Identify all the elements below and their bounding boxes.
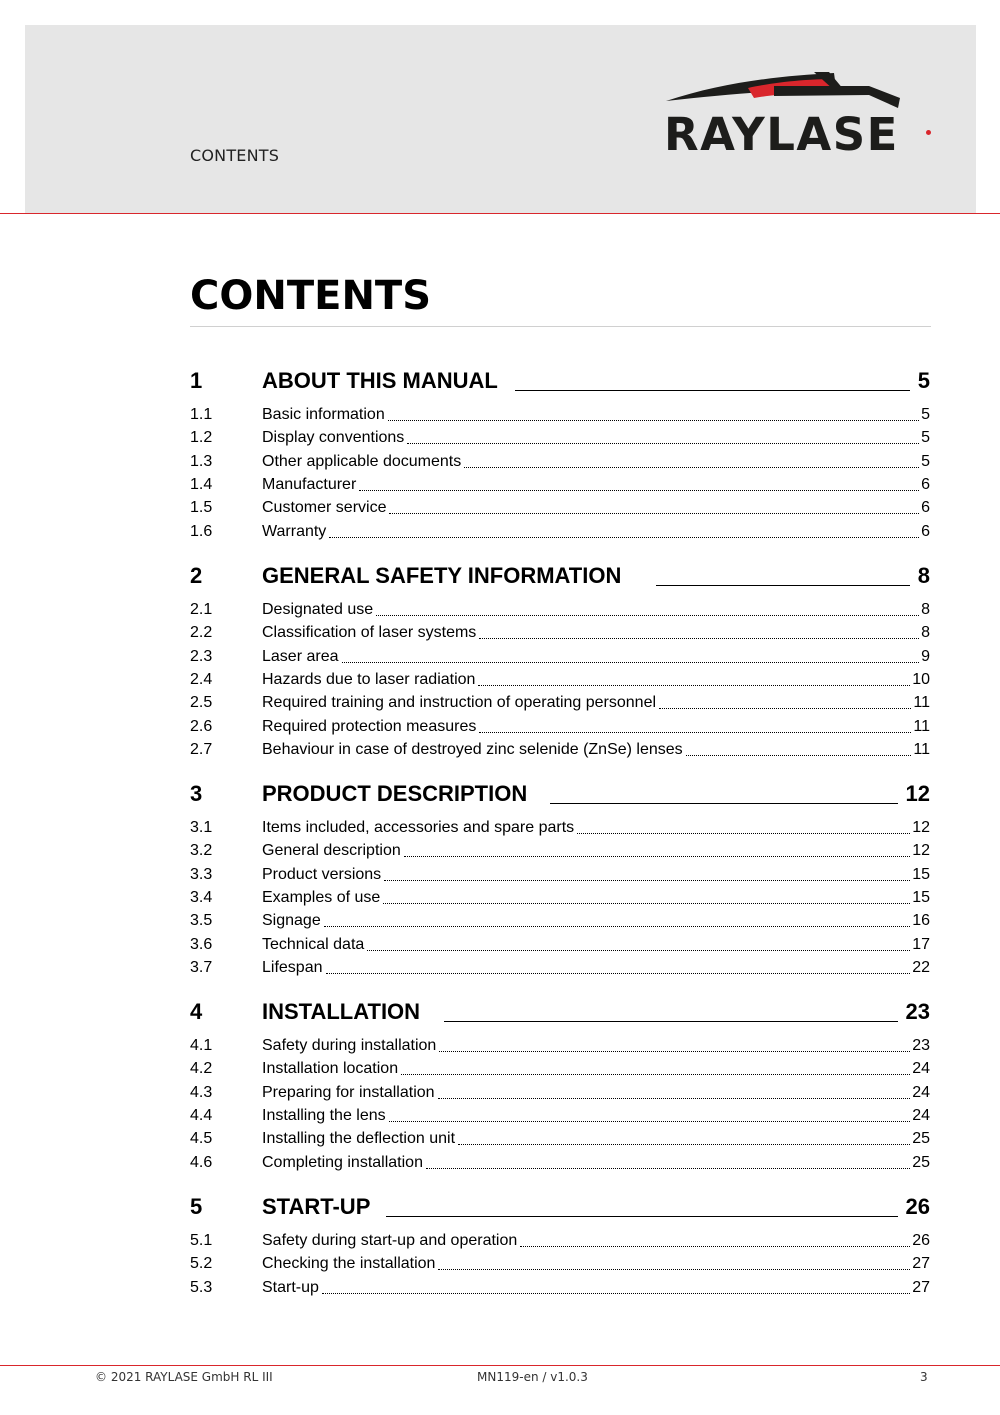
entry-number: 4.5 <box>190 1130 213 1147</box>
section-page: 26 <box>905 1194 930 1219</box>
entry-leader <box>439 1051 910 1052</box>
entry-leader <box>659 708 911 709</box>
entry-leader <box>479 638 919 639</box>
section-number: 3 <box>190 781 203 806</box>
footer-page-number: 3 <box>920 1370 928 1384</box>
footer-copyright: © 2021 RAYLASE GmbH RL III <box>95 1370 273 1384</box>
toc-entry[interactable] <box>190 1277 930 1299</box>
entry-title: Safety during start-up and operation <box>262 1232 518 1249</box>
entry-leader <box>376 615 919 616</box>
entry-leader <box>322 1293 910 1294</box>
section-number: 4 <box>190 999 203 1024</box>
toc-entry[interactable] <box>190 910 930 932</box>
entry-page: 5 <box>921 429 930 446</box>
section-number: 2 <box>190 563 203 588</box>
entry-title: General description <box>262 842 401 859</box>
entry-number: 4.6 <box>190 1154 213 1171</box>
footer-doc-id: MN119-en / v1.0.3 <box>477 1370 588 1384</box>
toc-entry[interactable] <box>190 669 930 691</box>
toc-entry[interactable] <box>190 451 930 473</box>
entry-leader <box>577 833 910 834</box>
entry-page: 6 <box>921 476 930 493</box>
entry-page: 11 <box>913 694 930 711</box>
section-title: INSTALLATION <box>262 999 421 1024</box>
entry-title: Checking the installation <box>262 1255 436 1272</box>
entry-leader <box>329 537 919 538</box>
entry-page: 11 <box>913 741 930 758</box>
entry-leader <box>438 1098 911 1099</box>
toc-entry[interactable] <box>190 934 930 956</box>
entry-number: 2.3 <box>190 648 213 665</box>
entry-leader <box>479 732 911 733</box>
entry-title: Behaviour in case of destroyed zinc selenide (ZnSe) lenses <box>262 741 683 758</box>
section-number: 1 <box>190 368 203 393</box>
entry-leader <box>404 856 910 857</box>
toc-entry[interactable] <box>190 1035 930 1057</box>
toc-entry[interactable] <box>190 1230 930 1252</box>
entry-number: 5.1 <box>190 1232 213 1249</box>
entry-number: 1.2 <box>190 429 213 446</box>
entry-title: Installing the lens <box>262 1107 386 1124</box>
entry-title: Technical data <box>262 936 365 953</box>
toc-entry[interactable] <box>190 599 930 621</box>
toc-section[interactable] <box>190 1193 930 1221</box>
toc-section[interactable] <box>190 780 930 808</box>
title-rule <box>190 326 931 327</box>
entry-number: 2.6 <box>190 718 213 735</box>
entry-title: Customer service <box>262 499 387 516</box>
toc-entry[interactable] <box>190 1058 930 1080</box>
entry-title: Required protection measures <box>262 718 477 735</box>
entry-leader <box>686 755 912 756</box>
entry-number: 3.4 <box>190 889 213 906</box>
entry-leader <box>478 685 910 686</box>
entry-number: 1.3 <box>190 453 213 470</box>
entry-leader <box>389 1121 911 1122</box>
entry-page: 24 <box>912 1060 930 1077</box>
toc-entry[interactable] <box>190 404 930 426</box>
toc-entry[interactable] <box>190 427 930 449</box>
entry-title: Manufacturer <box>262 476 357 493</box>
toc-entry[interactable] <box>190 864 930 886</box>
entry-page: 27 <box>912 1279 930 1296</box>
entry-number: 3.3 <box>190 866 213 883</box>
section-leader <box>444 1021 898 1022</box>
logo-wordmark: RAYLASE <box>664 108 899 161</box>
entry-number: 2.7 <box>190 741 213 758</box>
entry-page: 16 <box>912 912 930 929</box>
entry-page: 8 <box>921 624 930 641</box>
entry-title: Other applicable documents <box>262 453 462 470</box>
entry-title: Designated use <box>262 601 374 618</box>
entry-number: 3.6 <box>190 936 213 953</box>
page-title: CONTENTS <box>190 273 432 319</box>
section-page: 23 <box>905 999 930 1024</box>
entry-number: 3.2 <box>190 842 213 859</box>
section-page: 8 <box>917 563 930 588</box>
toc-section[interactable] <box>190 998 930 1026</box>
entry-number: 3.1 <box>190 819 213 836</box>
section-page: 5 <box>917 368 930 393</box>
entry-leader <box>388 420 919 421</box>
entry-title: Items included, accessories and spare parts <box>262 819 575 836</box>
entry-leader <box>324 926 910 927</box>
entry-leader <box>464 467 919 468</box>
entry-title: Laser area <box>262 648 339 665</box>
toc-entry[interactable] <box>190 646 930 668</box>
entry-leader <box>326 973 911 974</box>
toc-entry[interactable] <box>190 1152 930 1174</box>
toc-section[interactable] <box>190 367 930 395</box>
toc-entry[interactable] <box>190 474 930 496</box>
entry-title: Start-up <box>262 1279 319 1296</box>
entry-title: Installation location <box>262 1060 399 1077</box>
toc-entry[interactable] <box>190 692 930 714</box>
entry-number: 2.4 <box>190 671 213 688</box>
toc-entry[interactable] <box>190 817 930 839</box>
entry-leader <box>407 443 919 444</box>
entry-title: Required training and instruction of operating personnel <box>262 694 657 711</box>
entry-number: 2.1 <box>190 601 213 618</box>
entry-title: Warranty <box>262 523 327 540</box>
entry-page: 5 <box>921 453 930 470</box>
entry-title: Hazards due to laser radiation <box>262 671 476 688</box>
entry-leader <box>389 513 919 514</box>
section-title: GENERAL SAFETY INFORMATION <box>262 563 622 588</box>
entry-number: 4.4 <box>190 1107 213 1124</box>
entry-page: 24 <box>912 1107 930 1124</box>
entry-page: 25 <box>912 1154 930 1171</box>
entry-page: 15 <box>912 889 930 906</box>
header-label: CONTENTS <box>190 146 280 165</box>
header-rule <box>0 213 1000 214</box>
toc-entry[interactable] <box>190 887 930 909</box>
entry-number: 4.1 <box>190 1037 213 1054</box>
toc-entry[interactable] <box>190 497 930 519</box>
section-title: START-UP <box>262 1194 371 1219</box>
entry-page: 6 <box>921 523 930 540</box>
entry-number: 1.6 <box>190 523 213 540</box>
section-page: 12 <box>905 781 930 806</box>
entry-page: 23 <box>912 1037 930 1054</box>
entry-number: 2.5 <box>190 694 213 711</box>
entry-leader <box>401 1074 910 1075</box>
entry-number: 3.7 <box>190 959 213 976</box>
entry-number: 5.3 <box>190 1279 213 1296</box>
entry-page: 22 <box>912 959 930 976</box>
entry-title: Signage <box>262 912 321 929</box>
section-title: PRODUCT DESCRIPTION <box>262 781 528 806</box>
toc-entry[interactable] <box>190 1105 930 1127</box>
entry-leader <box>383 903 910 904</box>
toc-entry[interactable] <box>190 1082 930 1104</box>
entry-leader <box>426 1168 910 1169</box>
entry-title: Completing installation <box>262 1154 423 1171</box>
entry-leader <box>458 1144 910 1145</box>
section-number: 5 <box>190 1194 203 1219</box>
entry-page: 5 <box>921 406 930 423</box>
entry-title: Preparing for installation <box>262 1084 435 1101</box>
entry-page: 12 <box>912 842 930 859</box>
logo-dot <box>926 130 931 135</box>
entry-page: 10 <box>912 671 930 688</box>
entry-number: 1.1 <box>190 406 213 423</box>
toc-entry[interactable] <box>190 739 930 761</box>
entry-leader <box>367 950 910 951</box>
entry-page: 17 <box>912 936 930 953</box>
toc-entry[interactable] <box>190 957 930 979</box>
toc-entry[interactable] <box>190 622 930 644</box>
entry-page: 24 <box>912 1084 930 1101</box>
entry-title: Installing the deflection unit <box>262 1130 456 1147</box>
entry-title: Lifespan <box>262 959 323 976</box>
entry-title: Product versions <box>262 866 382 883</box>
entry-page: 26 <box>912 1232 930 1249</box>
entry-title: Examples of use <box>262 889 381 906</box>
toc-entry[interactable] <box>190 1128 930 1150</box>
entry-number: 1.4 <box>190 476 213 493</box>
raylase-logo <box>664 68 934 172</box>
entry-page: 12 <box>912 819 930 836</box>
section-title: ABOUT THIS MANUAL <box>262 368 498 393</box>
entry-title: Display conventions <box>262 429 405 446</box>
section-leader <box>386 1216 898 1217</box>
toc-entry[interactable] <box>190 1253 930 1275</box>
entry-number: 1.5 <box>190 499 213 516</box>
entry-title: Basic information <box>262 406 385 423</box>
toc-entry[interactable] <box>190 521 930 543</box>
toc-entry[interactable] <box>190 716 930 738</box>
entry-page: 15 <box>912 866 930 883</box>
entry-leader <box>384 880 910 881</box>
entry-number: 2.2 <box>190 624 213 641</box>
entry-title: Safety during installation <box>262 1037 437 1054</box>
entry-leader <box>438 1269 910 1270</box>
entry-leader <box>520 1246 910 1247</box>
entry-page: 6 <box>921 499 930 516</box>
entry-leader <box>342 662 920 663</box>
footer-rule <box>0 1365 1000 1366</box>
entry-page: 11 <box>913 718 930 735</box>
section-leader <box>656 585 910 586</box>
section-leader <box>550 803 898 804</box>
entry-page: 27 <box>912 1255 930 1272</box>
entry-title: Classification of laser systems <box>262 624 477 641</box>
entry-page: 8 <box>921 601 930 618</box>
entry-page: 25 <box>912 1130 930 1147</box>
entry-number: 5.2 <box>190 1255 213 1272</box>
entry-page: 9 <box>921 648 930 665</box>
entry-leader <box>359 490 919 491</box>
entry-number: 4.3 <box>190 1084 213 1101</box>
entry-number: 4.2 <box>190 1060 213 1077</box>
toc-entry[interactable] <box>190 840 930 862</box>
section-leader <box>515 390 910 391</box>
toc-section[interactable] <box>190 562 930 590</box>
entry-number: 3.5 <box>190 912 213 929</box>
